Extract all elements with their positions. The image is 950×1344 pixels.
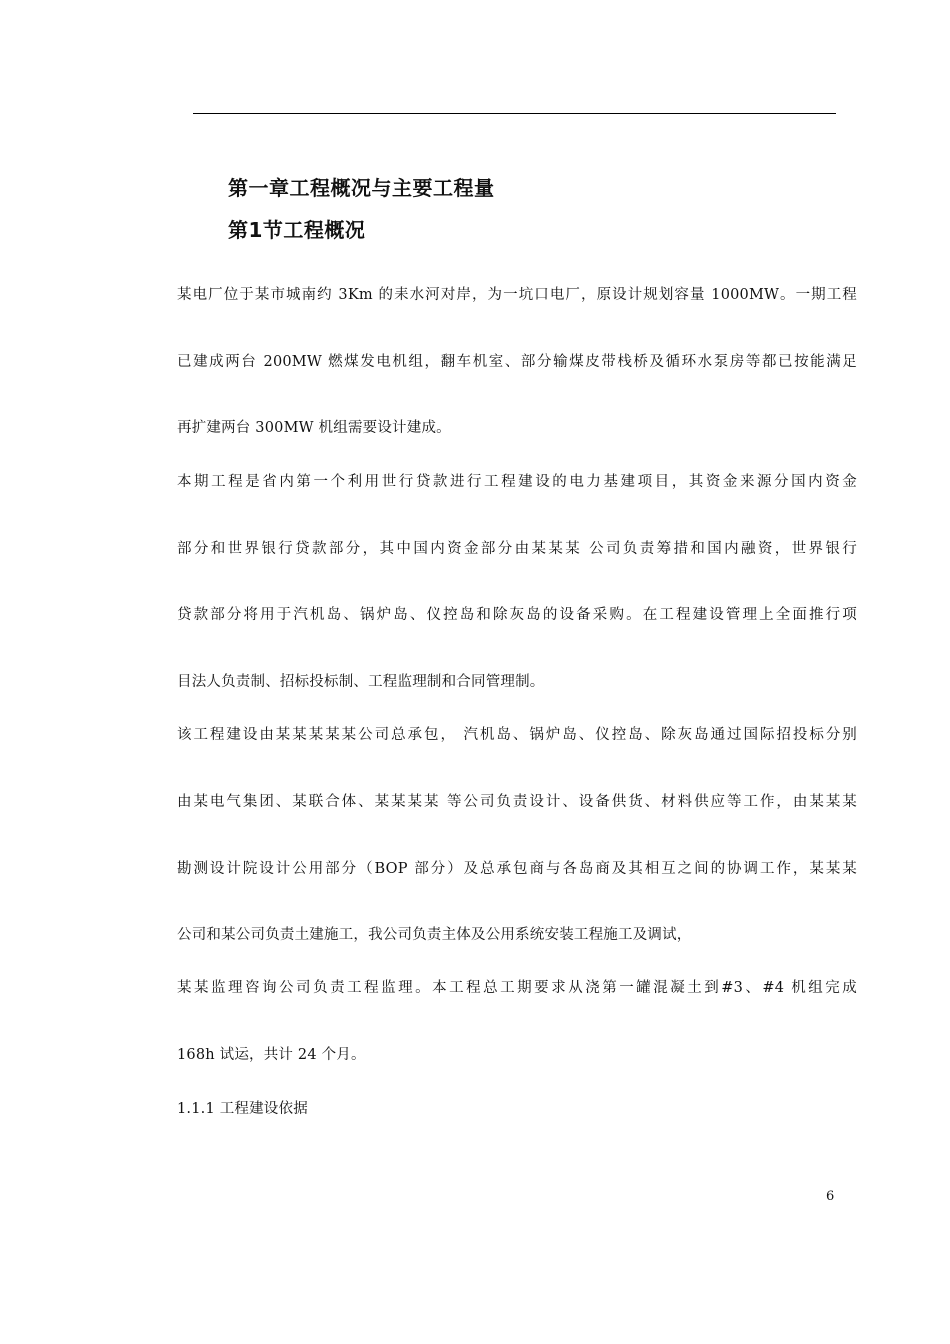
paragraph-line: 本期工程是省内第一个利用世行贷款进行工程建设的电力基建项目，其资金来源分国内资金	[177, 474, 857, 490]
paragraph-line: 已建成两台 200MW 燃煤发电机组，翻车机室、部分输煤皮带栈桥及循环水泵房等都已按能满足	[177, 354, 857, 370]
paragraph-line: 由某电气集团、某联合体、某某某某 等公司负责设计、设备供货、材料供应等工作，由某某某	[177, 794, 857, 810]
page-number: 6	[826, 1189, 835, 1204]
section-title: 第1节工程概况	[228, 218, 366, 242]
paragraph-line: 部分和世界银行贷款部分，其中国内资金部分由某某某 公司负责筹措和国内融资，世界银行	[177, 541, 857, 557]
header-rule	[193, 113, 836, 114]
paragraph-line: 目法人负责制、招标投标制、工程监理制和合同管理制。	[177, 674, 545, 690]
paragraph-line: 该工程建设由某某某某某公司总承包， 汽机岛、锅炉岛、仪控岛、除灰岛通过国际招投标分别	[177, 727, 857, 743]
paragraph-line: 勘测设计院设计公用部分（BOP 部分）及总承包商与各岛商及其相互之间的协调工作，某某某	[177, 861, 857, 877]
paragraph-line: 某某监理咨询公司负责工程监理。本工程总工期要求从浇第一罐混凝土到#3、#4 机组完成	[177, 980, 857, 996]
paragraph-line: 某电厂位于某市城南约 3Km 的耒水河对岸，为一坑口电厂，原设计规划容量 1000MW。一期工程	[177, 287, 857, 303]
paragraph-line: 168h 试运，共计 24 个月。	[177, 1047, 366, 1063]
paragraph-line: 公司和某公司负责土建施工，我公司负责主体及公用系统安装工程施工及调试，	[177, 927, 692, 943]
chapter-title: 第一章工程概况与主要工程量	[228, 176, 495, 200]
paragraph-line: 再扩建两台 300MW 机组需要设计建成。	[177, 420, 451, 436]
subsection-heading: 1.1.1 工程建设依据	[177, 1101, 308, 1117]
paragraph-line: 贷款部分将用于汽机岛、锅炉岛、仪控岛和除灰岛的设备采购。在工程建设管理上全面推行项	[177, 607, 857, 623]
